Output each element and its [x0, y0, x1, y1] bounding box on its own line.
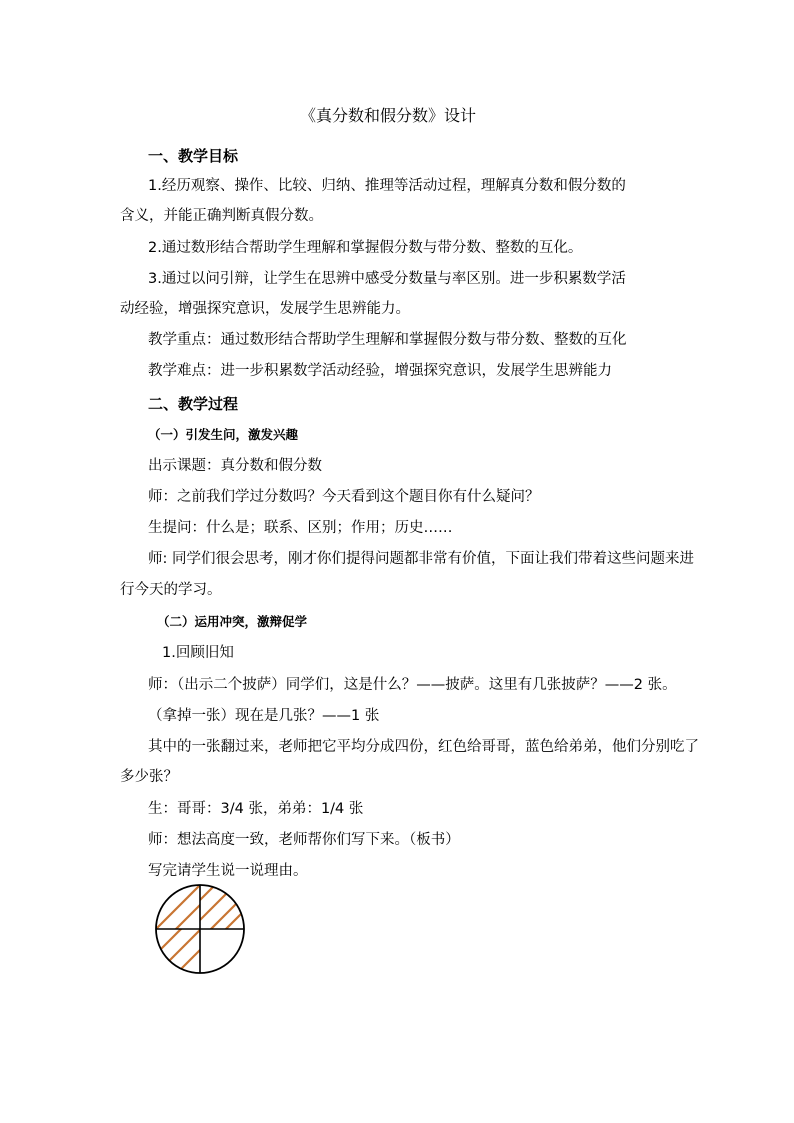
subsection-2-heading: （二）运用冲突，激辩促学 [157, 614, 308, 629]
fraction-circle-diagram [148, 882, 258, 982]
goal-1-line-1: 1.经历观察、操作、比较、归纳、推理等活动过程，理解真分数和假分数的 [148, 178, 626, 194]
paragraph-pizza-2: （拿掉一张）现在是几张？——1 张 [148, 708, 380, 724]
hatched-parts [148, 882, 258, 982]
paragraph-teacher-praise-line-1: 师: 同学们很会思考，刚才你们提得问题都非常有价值，下面让我们带着这些问题来进 [148, 551, 694, 567]
paragraph-topic: 出示课题：真分数和假分数 [148, 458, 322, 474]
paragraph-student-answer: 生：哥哥：3/4 张，弟弟：1/4 张 [148, 801, 364, 817]
goal-3-line-1: 3.通过以问引辩，让学生在思辨中感受分数量与率区别。进一步积累数学活 [148, 271, 626, 287]
paragraph-teacher-board: 师：想法高度一致，老师帮你们写下来。（板书） [148, 832, 460, 848]
goal-1-line-2: 含义，并能正确判断真假分数。 [120, 208, 323, 224]
goal-2: 2.通过数形结合帮助学生理解和掌握假分数与带分数、整数的互化。 [148, 240, 583, 256]
paragraph-teacher-praise-line-2: 行今天的学习。 [120, 582, 222, 598]
section-heading-process: 二、教学过程 [148, 395, 239, 413]
paragraph-pizza-1: 师：（出示二个披萨）同学们，这是什么？——披萨。这里有几张披萨？——2 张。 [148, 677, 677, 693]
key-point: 教学重点：通过数形结合帮助学生理解和掌握假分数与带分数、整数的互化 [148, 332, 627, 348]
goal-3-line-2: 动经验，增强探究意识，发展学生思辨能力。 [120, 301, 410, 317]
page-title: 《真分数和假分数》设计 [300, 106, 477, 125]
paragraph-teacher-question: 师：之前我们学过分数吗？今天看到这个题目你有什么疑问？ [148, 489, 540, 505]
step-1-heading: 1.回顾旧知 [162, 645, 234, 661]
section-heading-goals: 一、教学目标 [148, 147, 239, 165]
paragraph-pizza-3-line-1: 其中的一张翻过来，老师把它平均分成四份，红色给哥哥，蓝色给弟弟，他们分别吃了 [148, 739, 699, 755]
difficulty: 教学难点：进一步积累数学活动经验，增强探究意识，发展学生思辨能力 [148, 363, 612, 379]
paragraph-explain: 写完请学生说一说理由。 [148, 863, 308, 879]
paragraph-pizza-3-line-2: 多少张？ [120, 769, 178, 785]
paragraph-student-questions: 生提问：什么是；联系、区别；作用；历史…… [148, 520, 453, 536]
subsection-1-heading: （一）引发生问，激发兴趣 [148, 427, 299, 442]
